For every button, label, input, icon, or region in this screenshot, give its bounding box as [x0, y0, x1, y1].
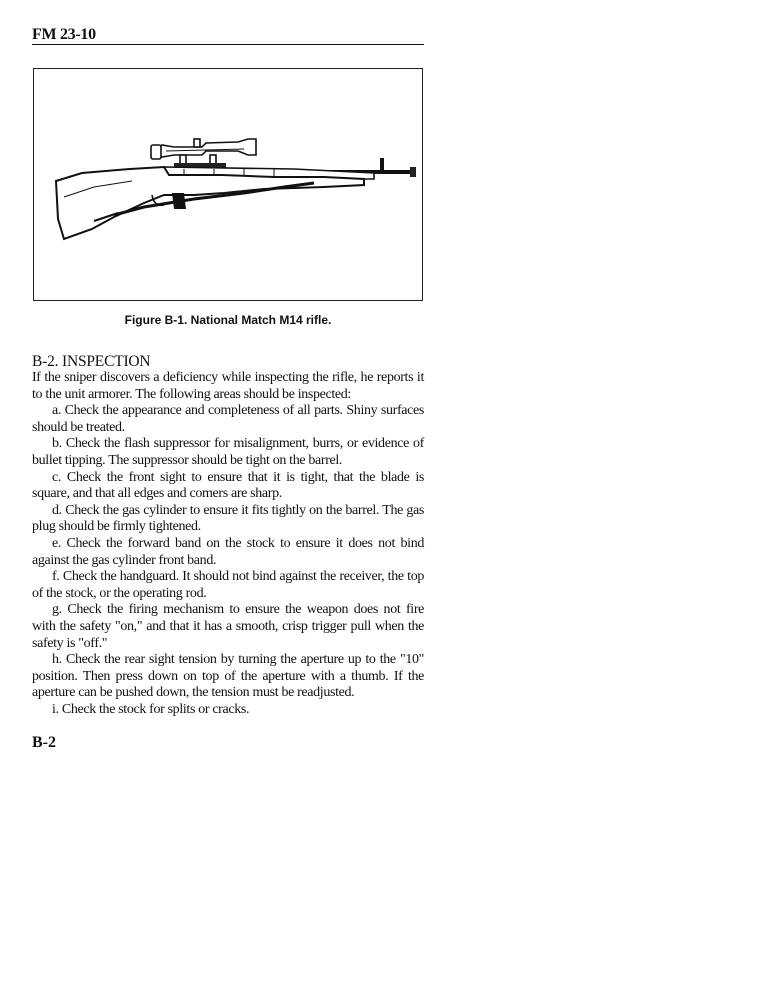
inspection-item-f: f. Check the handguard. It should not bind against the receiver, the top of the stock, or the operating rod. [32, 569, 424, 601]
inspection-item-e: e. Check the forward band on the stock to ensure it does not bind against the gas cylinder front band. [32, 535, 424, 568]
intro-paragraph: If the sniper discovers a deficiency while inspecting the rifle, he reports it to the unit armorer. The following areas should be inspected: [32, 370, 424, 402]
inspection-item-g: g. Check the firing mechanism to ensure the weapon does not fire with the safety "on," and that it has a smooth, crisp trigger pull when the safety is "off." [32, 602, 424, 651]
figure-caption: Figure B-1. National Match M14 rifle. [124, 313, 332, 327]
inspection-item-d: d. Check the gas cylinder to ensure it fits tightly on the barrel. The gas plug should be firmly tightened. [32, 502, 424, 535]
inspection-item-c: c. Check the front sight to ensure that it is tight, that the blade is square, and that all edges and comers are sharp. [32, 469, 424, 502]
page-number: B-2 [32, 734, 56, 751]
inspection-item-h: h. Check the rear sight tension by turning the aperture up to the "10" position. Then press down on top of the aperture with a thumb. If the aperture can be pushed down, the tension must be readjusted. [32, 652, 424, 701]
page-header: FM 23-10 [32, 26, 96, 43]
header-rule [32, 44, 424, 45]
rifle-illustration-icon [34, 69, 422, 300]
section-heading: B-2. INSPECTION [32, 353, 151, 370]
inspection-item-a: a. Check the appearance and completeness of all parts. Shiny surfaces should be treated. [32, 403, 424, 435]
inspection-item-b: b. Check the flash suppressor for misalignment, burrs, or evidence of bullet tipping. The suppressor should be tight on the barrel. [32, 436, 424, 468]
section-body [32, 370, 424, 718]
figure-frame [33, 68, 423, 301]
inspection-item-i: i. Check the stock for splits or cracks. [52, 701, 250, 717]
